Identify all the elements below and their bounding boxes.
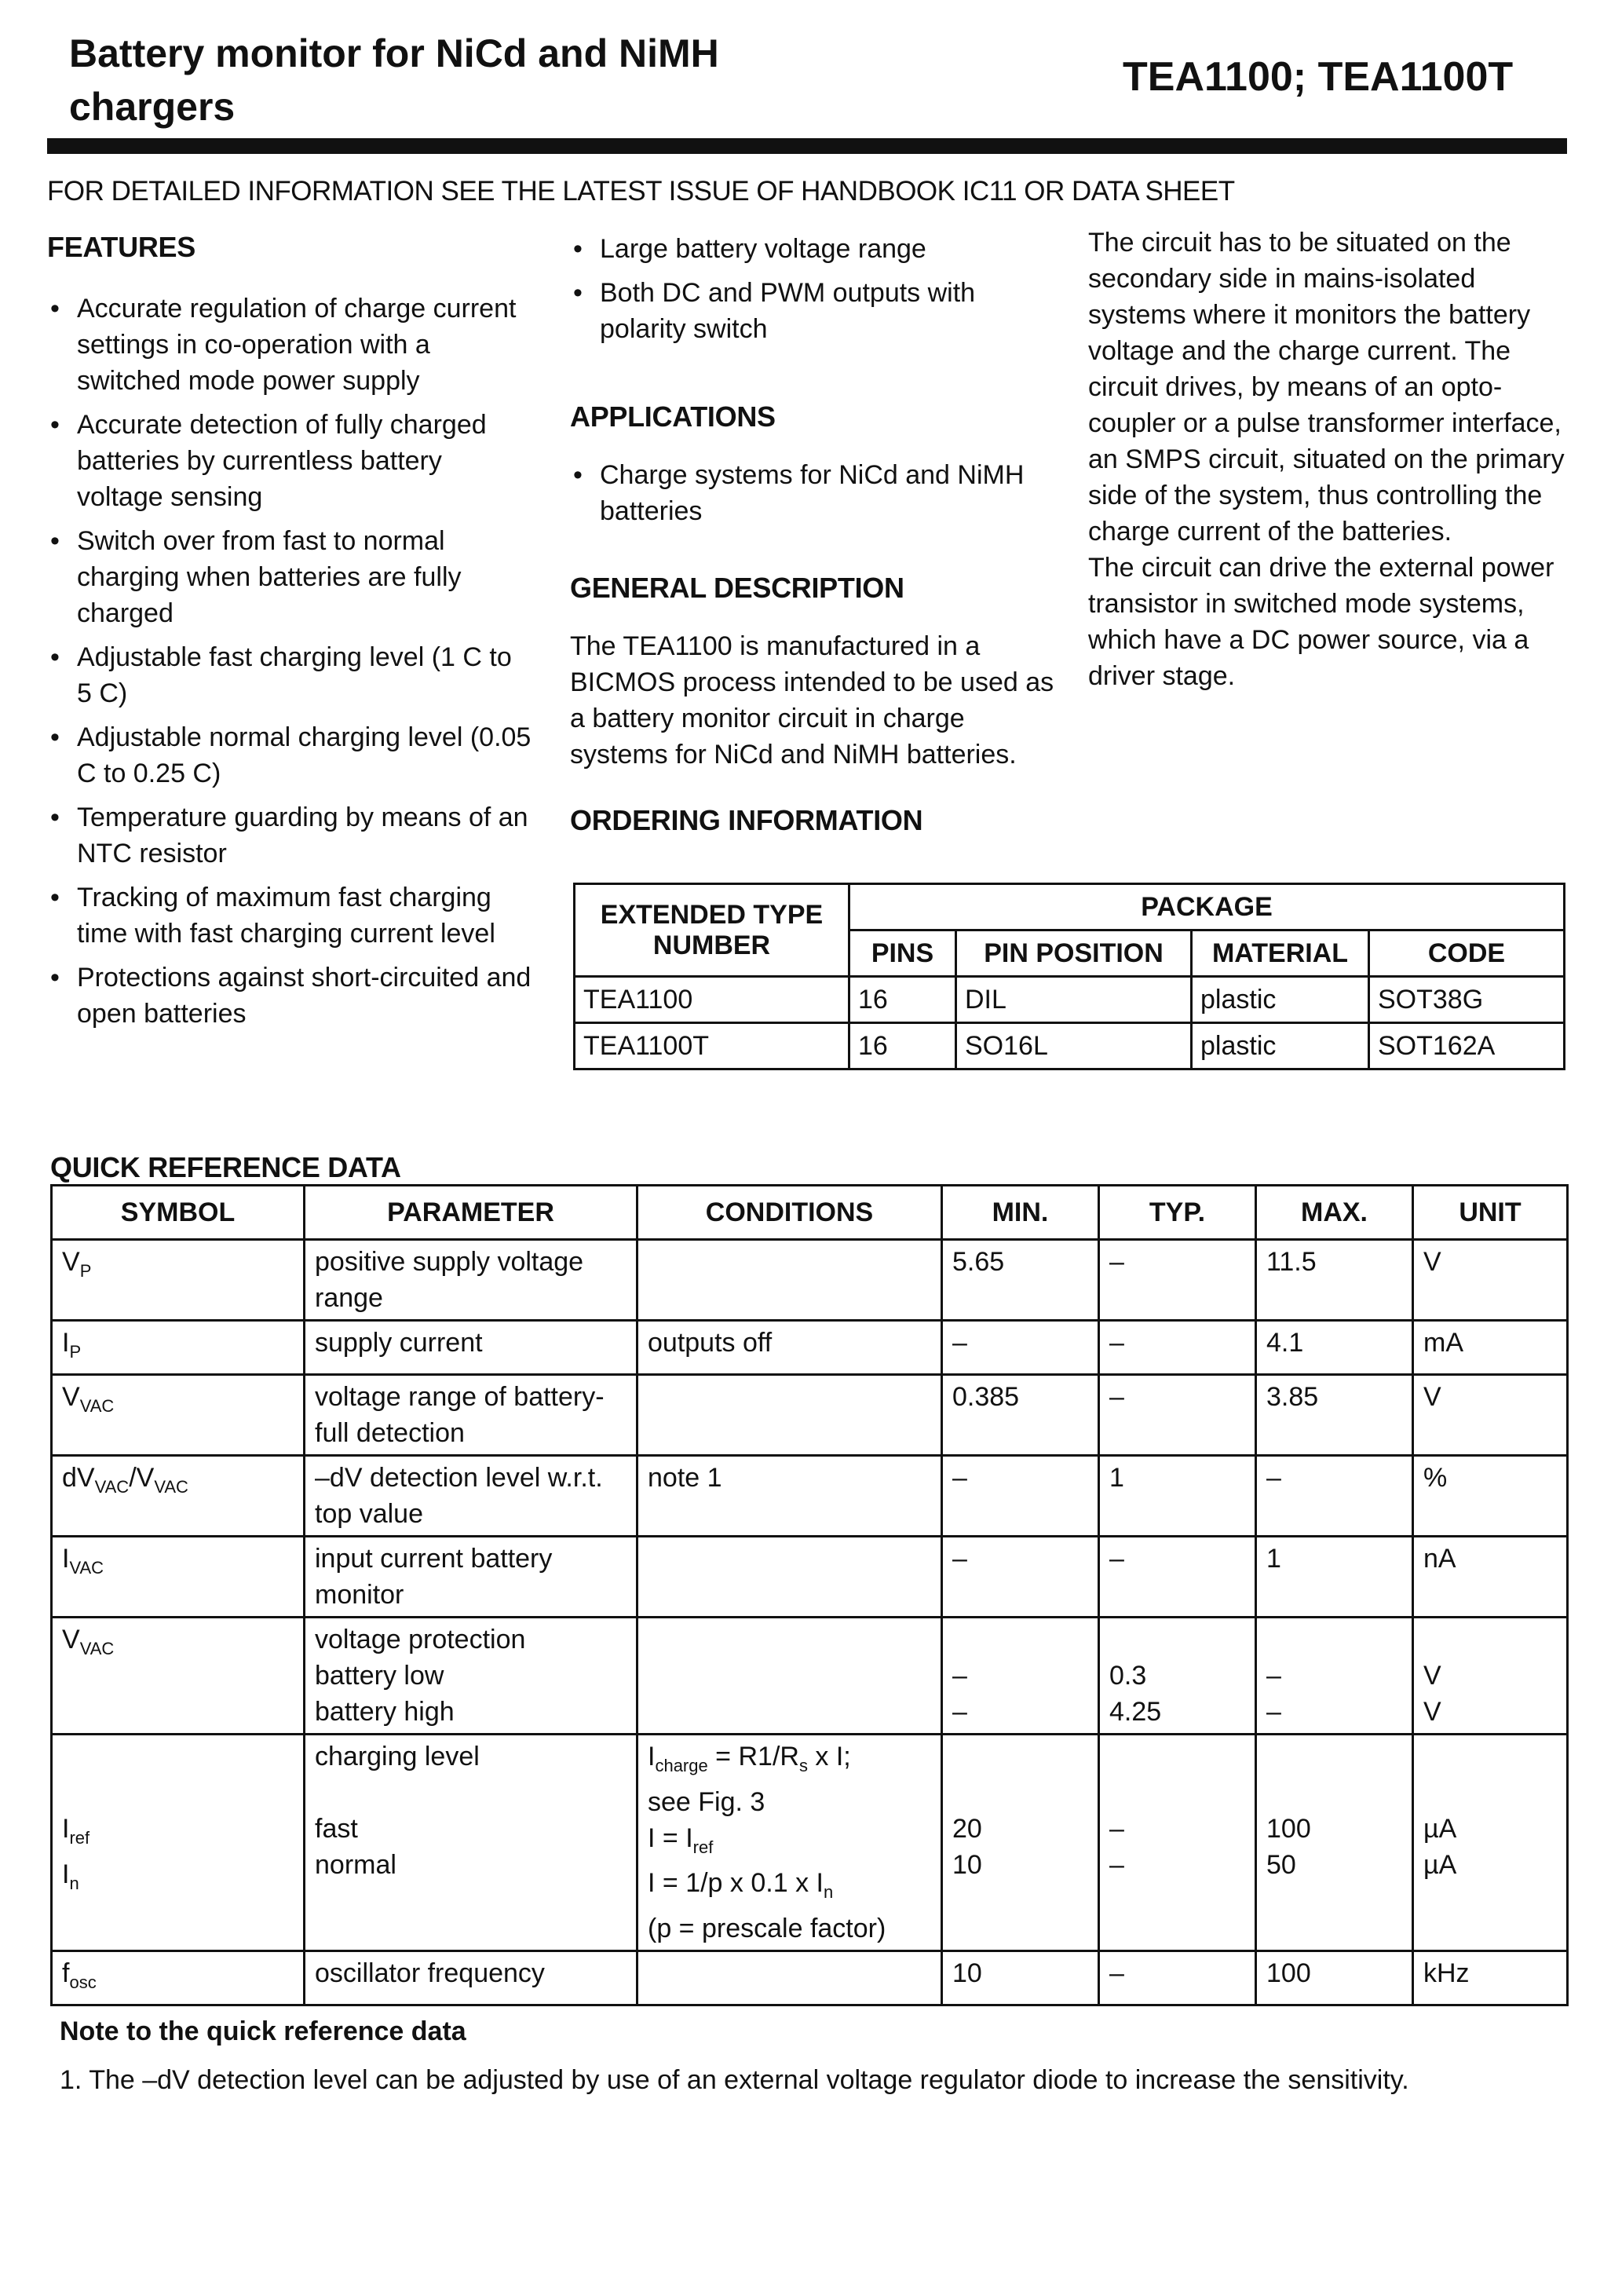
- cell-code: SOT162A: [1369, 1023, 1565, 1069]
- cell-max: 100: [1256, 1951, 1413, 2005]
- cell-typ: 0.3 4.25: [1099, 1617, 1256, 1734]
- note-text: 1. The –dV detection level can be adjusted by use of an external voltage regulator diode to increase the sensitivity.: [60, 2065, 1409, 2095]
- cell-conditions: [637, 1951, 942, 2005]
- list-item: • Charge systems for NiCd and NiMH batteries: [570, 457, 1065, 529]
- cell-unit: µA µA: [1413, 1734, 1568, 1951]
- table-row: [52, 1617, 1568, 1734]
- features-continued-list: [570, 231, 1065, 347]
- bullet-icon: •: [573, 234, 583, 264]
- cell-max: 4.1: [1256, 1321, 1413, 1375]
- cell-max: 11.5: [1256, 1240, 1413, 1321]
- bullet-icon: •: [50, 883, 60, 912]
- header-rule: [47, 138, 1567, 154]
- bullet-icon: •: [50, 410, 60, 440]
- list-item: • Large battery voltage range: [570, 231, 1065, 267]
- title-line-1: Battery monitor for NiCd and NiMH: [69, 31, 719, 75]
- cell-parameter: –dV detection level w.r.t. top value: [305, 1455, 637, 1536]
- cell-min: –: [942, 1455, 1099, 1536]
- cell-symbol: $f_{osc}$: [52, 1951, 305, 2005]
- part-number: TEA1100; TEA1100T: [1123, 54, 1514, 100]
- cell-min: –: [942, 1536, 1099, 1617]
- table-row: [52, 1374, 1568, 1455]
- features-heading: FEATURES: [47, 231, 195, 263]
- cell-unit: V: [1413, 1240, 1568, 1321]
- cell-typ: –: [1099, 1536, 1256, 1617]
- cell-min: –: [942, 1321, 1099, 1375]
- cell-max: 1: [1256, 1536, 1413, 1617]
- note-heading: Note to the quick reference data: [60, 2016, 466, 2046]
- cell-min: – –: [942, 1617, 1099, 1734]
- cell-symbol: $V_P$: [52, 1240, 305, 1321]
- table-row: [575, 1023, 1565, 1069]
- cell-pins: 16: [849, 1023, 956, 1069]
- cell-symbol: $dV_{VAC}/V_{VAC}$: [52, 1455, 305, 1536]
- header-max: MAX.: [1256, 1186, 1413, 1240]
- cell-typ: 1: [1099, 1455, 1256, 1536]
- general-description-para-1: The TEA1100 is manufactured in a BICMOS process intended to be used as a battery monitor circuit in charge systems for NiCd and NiMH batteries.: [570, 631, 1054, 770]
- cell-parameter: voltage range of battery-full detection: [305, 1374, 637, 1455]
- cell-conditions: [637, 1240, 942, 1321]
- header-code: CODE: [1369, 930, 1565, 977]
- header-pin-position: PIN POSITION: [956, 930, 1192, 977]
- applications-heading: APPLICATIONS: [570, 400, 776, 433]
- bullet-icon: •: [50, 963, 60, 993]
- table-row: [52, 1536, 1568, 1617]
- table-header-row: [52, 1186, 1568, 1240]
- general-description-para-3: The circuit can drive the external power transistor in switched mode systems, which have a DC power source, via a driver stage.: [1088, 553, 1554, 691]
- features-section: [47, 231, 534, 1040]
- cell-min: 5.65: [942, 1240, 1099, 1321]
- cell-parameter: positive supply voltage range: [305, 1240, 637, 1321]
- cell-conditions: $I_{charge} = R1/R_s$ x I; see Fig. 3 $I = I_{ref}$ I = 1/p x 0.1 x $I_n$ (p = prescale factor): [637, 1734, 942, 1951]
- list-item: • Adjustable normal charging level (0.05 C to 0.25 C): [47, 719, 534, 792]
- cell-type: TEA1100T: [575, 1023, 849, 1069]
- cell-typ: –: [1099, 1240, 1256, 1321]
- bullet-icon: •: [50, 722, 60, 752]
- list-item: • Temperature guarding by means of an NTC resistor: [47, 799, 534, 872]
- cell-unit: %: [1413, 1455, 1568, 1536]
- cell-pins: 16: [849, 977, 956, 1023]
- header-unit: UNIT: [1413, 1186, 1568, 1240]
- cell-typ: – –: [1099, 1734, 1256, 1951]
- bullet-icon: •: [50, 642, 60, 672]
- table-row: [52, 1734, 1568, 1951]
- header-pins: PINS: [849, 930, 956, 977]
- cell-pin-position: DIL: [956, 977, 1192, 1023]
- cell-conditions: outputs off: [637, 1321, 942, 1375]
- bullet-icon: •: [50, 526, 60, 556]
- table-header-row: [575, 884, 1565, 930]
- cell-symbol: $I_{VAC}$: [52, 1536, 305, 1617]
- cell-unit: kHz: [1413, 1951, 1568, 2005]
- header-symbol: SYMBOL: [52, 1186, 305, 1240]
- cell-max: 3.85: [1256, 1374, 1413, 1455]
- ordering-table: [573, 883, 1565, 1070]
- right-column: [1088, 225, 1575, 694]
- cell-material: plastic: [1192, 1023, 1369, 1069]
- list-item: • Protections against short-circuited and open batteries: [47, 960, 534, 1032]
- cell-type: TEA1100: [575, 977, 849, 1023]
- cell-conditions: [637, 1617, 942, 1734]
- cell-min: 0.385: [942, 1374, 1099, 1455]
- header-package: PACKAGE: [849, 884, 1565, 930]
- table-row: [52, 1951, 1568, 2005]
- features-list: [47, 291, 534, 1032]
- cell-max: 100 50: [1256, 1734, 1413, 1951]
- cell-parameter: charging level fast normal: [305, 1734, 637, 1951]
- cell-max: – –: [1256, 1617, 1413, 1734]
- cell-pin-position: SO16L: [956, 1023, 1192, 1069]
- cell-symbol: $I_{ref}$ $I_n$: [52, 1734, 305, 1951]
- cell-parameter: supply current: [305, 1321, 637, 1375]
- cell-symbol: $V_{VAC}$: [52, 1617, 305, 1734]
- notice-line: FOR DETAILED INFORMATION SEE THE LATEST ISSUE OF HANDBOOK IC11 OR DATA SHEET: [47, 176, 1235, 207]
- applications-list: [570, 457, 1065, 529]
- cell-conditions: note 1: [637, 1455, 942, 1536]
- cell-parameter: input current battery monitor: [305, 1536, 637, 1617]
- title-line-2: chargers: [69, 85, 236, 129]
- header-typ: TYP.: [1099, 1186, 1256, 1240]
- quick-reference-table: [50, 1184, 1569, 2006]
- cell-min: 10: [942, 1951, 1099, 2005]
- cell-unit: nA: [1413, 1536, 1568, 1617]
- cell-symbol: $I_P$: [52, 1321, 305, 1375]
- bullet-icon: •: [50, 803, 60, 832]
- middle-column: [570, 231, 1065, 837]
- cell-symbol: $V_{VAC}$: [52, 1374, 305, 1455]
- table-row: [52, 1321, 1568, 1375]
- bullet-icon: •: [573, 460, 583, 490]
- cell-code: SOT38G: [1369, 977, 1565, 1023]
- header-parameter: PARAMETER: [305, 1186, 637, 1240]
- cell-material: plastic: [1192, 977, 1369, 1023]
- header-conditions: CONDITIONS: [637, 1186, 942, 1240]
- bullet-icon: •: [573, 278, 583, 308]
- ordering-heading: ORDERING INFORMATION: [570, 804, 923, 836]
- list-item: • Tracking of maximum fast charging time with fast charging current level: [47, 879, 534, 952]
- table-row: [575, 977, 1565, 1023]
- cell-conditions: [637, 1536, 942, 1617]
- list-item: • Accurate regulation of charge current settings in co-operation with a switched mode power supply: [47, 291, 534, 399]
- cell-unit: V V: [1413, 1617, 1568, 1734]
- list-item: • Adjustable fast charging level (1 C to 5 C): [47, 639, 534, 711]
- header-type: EXTENDED TYPE NUMBER: [575, 884, 849, 977]
- cell-unit: V: [1413, 1374, 1568, 1455]
- cell-min: 20 10: [942, 1734, 1099, 1951]
- cell-max: –: [1256, 1455, 1413, 1536]
- qrd-heading: QUICK REFERENCE DATA: [50, 1151, 401, 1183]
- cell-unit: mA: [1413, 1321, 1568, 1375]
- cell-parameter: voltage protection battery low battery high: [305, 1617, 637, 1734]
- general-description-para-2: The circuit has to be situated on the secondary side in mains-isolated systems where it monitors the battery voltage and the charge current. The circuit drives, by means of an opto-coupler or a pulse transformer interface, an SMPS circuit, situated on the primary side of the system, thus controlling the charge current of the batteries.: [1088, 228, 1565, 547]
- cell-typ: –: [1099, 1374, 1256, 1455]
- cell-typ: –: [1099, 1321, 1256, 1375]
- table-row: [52, 1240, 1568, 1321]
- header-material: MATERIAL: [1192, 930, 1369, 977]
- bullet-icon: •: [50, 294, 60, 324]
- cell-conditions: [637, 1374, 942, 1455]
- cell-typ: –: [1099, 1951, 1256, 2005]
- table-row: [52, 1455, 1568, 1536]
- list-item: • Switch over from fast to normal charging when batteries are fully charged: [47, 523, 534, 631]
- general-description-heading: GENERAL DESCRIPTION: [570, 572, 904, 604]
- header-min: MIN.: [942, 1186, 1099, 1240]
- list-item: • Accurate detection of fully charged batteries by currentless battery voltage sensing: [47, 407, 534, 515]
- cell-parameter: oscillator frequency: [305, 1951, 637, 2005]
- list-item: • Both DC and PWM outputs with polarity switch: [570, 275, 1065, 347]
